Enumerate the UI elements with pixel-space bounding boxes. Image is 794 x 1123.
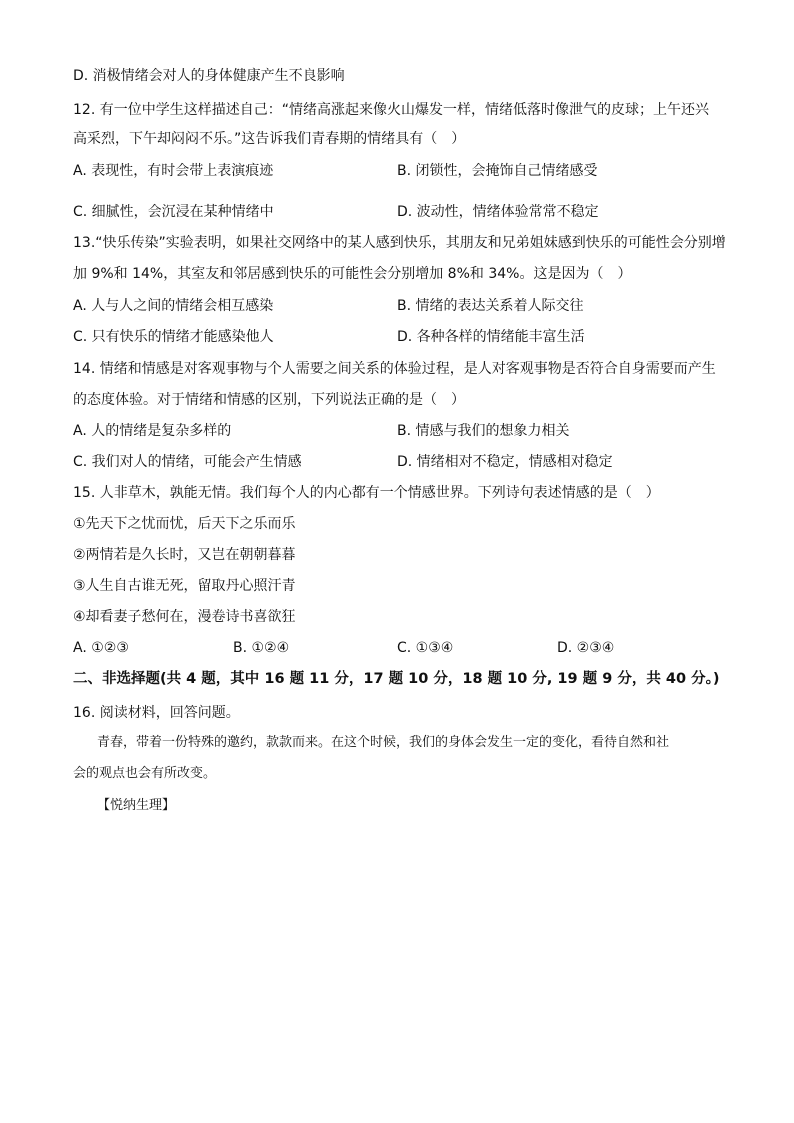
q15-item-2: ②两情若是久长时，又岂在朝朝暮暮 (73, 547, 296, 563)
q12-stem-line-1: 12. 有一位中学生这样描述自己：“情绪高涨起来像火山爆发一样，情绪低落时像泄气的皮球；上午还兴 (73, 102, 709, 118)
q14-option-a: A. 人的情绪是复杂多样的 (73, 423, 232, 439)
q13-option-c: C. 只有快乐的情绪才能感染他人 (73, 329, 274, 345)
q15-item-3: ③人生自古谁无死，留取丹心照汗青 (73, 578, 296, 594)
q12-option-d: D. 波动性，情绪体验常常不稳定 (397, 204, 599, 220)
q14-stem-line-2: 的态度体验。对于情绪和情感的区别，下列说法正确的是（ ） (73, 392, 465, 408)
q14-option-c: C. 我们对人的情绪，可能会产生情感 (73, 454, 302, 470)
q15-item-4: ④却看妻子愁何在，漫卷诗书喜欲狂 (73, 609, 296, 625)
q16-material-line-1: 青春，带着一份特殊的邀约，款款而来。在这个时候，我们的身体会发生一定的变化，看待自然和社 (97, 735, 670, 750)
q13-stem-line-1: 13.“快乐传染”实验表明，如果社交网络中的某人感到快乐，其朋友和兄弟姐妹感到快乐的可能性会分别增 (73, 235, 726, 251)
q15-stem: 15. 人非草木，孰能无情。我们每个人的内心都有一个情感世界。下列诗句表述情感的是（ ） (73, 485, 660, 501)
q12-option-a: A. 表现性，有时会带上表演痕迹 (73, 163, 274, 179)
q15-option-b: B. ①②④ (233, 640, 290, 656)
q12-option-b: B. 闭锁性，会掩饰自己情绪感受 (397, 163, 598, 179)
q15-option-c: C. ①③④ (397, 640, 454, 656)
section-2-heading: 二、非选择题(共 4 题，其中 16 题 11 分，17 题 10 分，18 题 10 分, 19 题 9 分，共 40 分。) (73, 671, 720, 687)
q12-option-c: C. 细腻性，会沉浸在某种情绪中 (73, 204, 274, 220)
q14-option-d: D. 情绪相对不稳定，情感相对稳定 (397, 454, 613, 470)
q14-option-b: B. 情感与我们的想象力相关 (397, 423, 570, 439)
q15-option-a: A. ①②③ (73, 640, 129, 656)
q13-option-d: D. 各种各样的情绪能丰富生活 (397, 329, 585, 345)
q15-option-d: D. ②③④ (557, 640, 615, 656)
q13-option-b: B. 情绪的表达关系着人际交往 (397, 298, 584, 314)
q11-option-d: D. 消极情绪会对人的身体健康产生不良影响 (73, 68, 345, 84)
q13-stem-line-2: 加 9%和 14%，其室友和邻居感到快乐的可能性会分别增加 8%和 34%。这是因为（ ） (73, 266, 632, 282)
q16-stem: 16. 阅读材料，回答问题。 (73, 705, 240, 721)
q13-option-a: A. 人与人之间的情绪会相互感染 (73, 298, 274, 314)
q16-material-line-2: 会的观点也会有所改变。 (73, 766, 217, 781)
q12-stem-line-2: 高采烈，下午却闷闷不乐。”这告诉我们青春期的情绪具有（ ） (73, 131, 466, 147)
q16-subheading: 【悦纳生理】 (97, 798, 176, 813)
q15-item-1: ①先天下之忧而忧，后天下之乐而乐 (73, 516, 296, 532)
q14-stem-line-1: 14. 情绪和情感是对客观事物与个人需要之间关系的体验过程，是人对客观事物是否符合自身需要而产生 (73, 361, 716, 377)
